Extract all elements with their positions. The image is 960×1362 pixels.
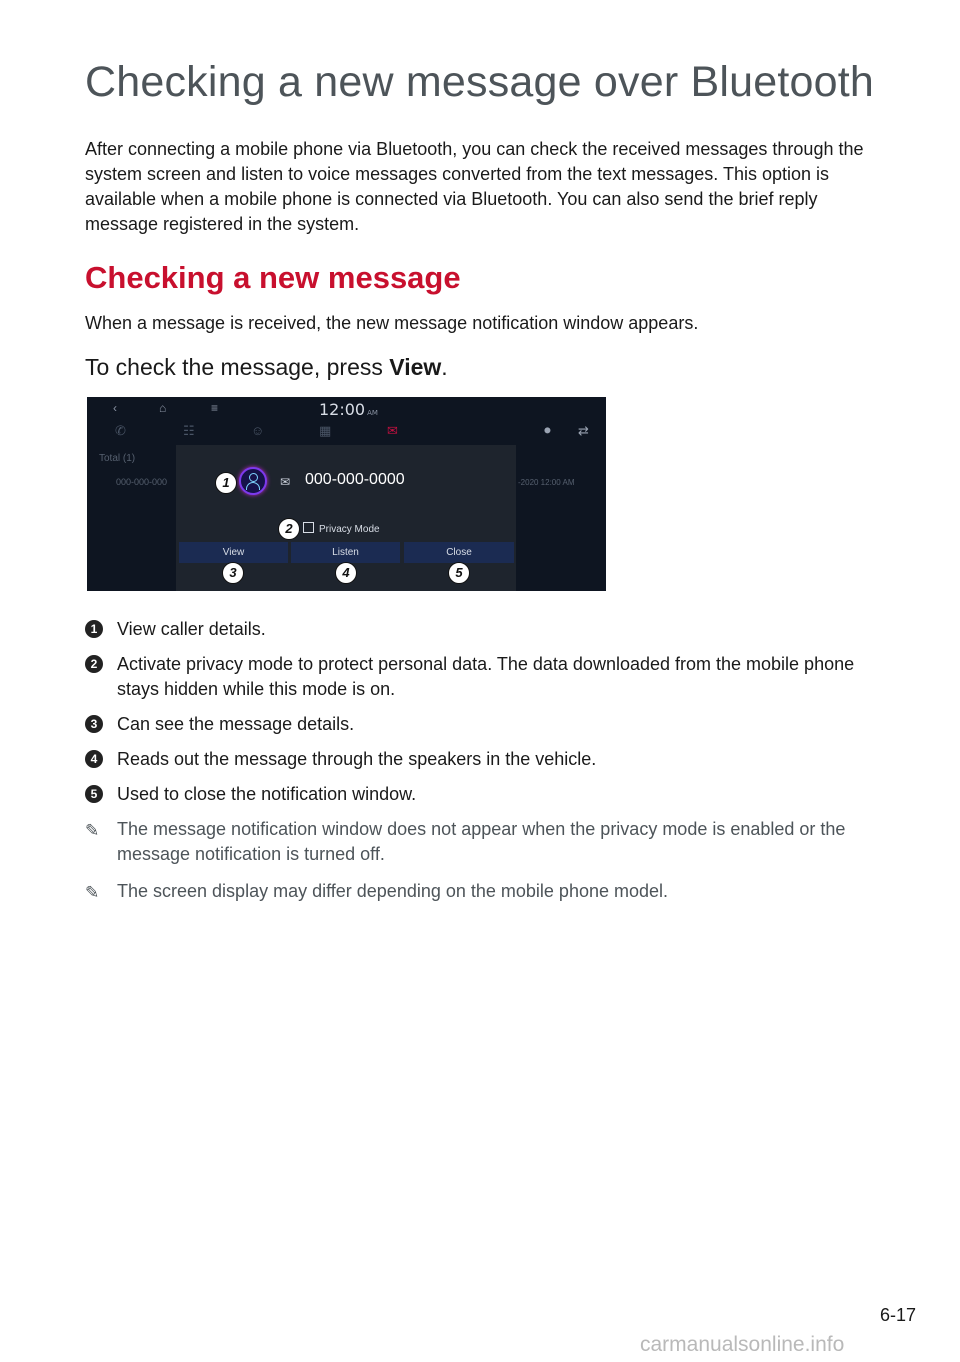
list-item bbox=[85, 747, 885, 772]
background-total: Total (1) bbox=[99, 453, 136, 464]
watermark: carmanualsonline.info bbox=[640, 1333, 845, 1356]
feature-list bbox=[85, 617, 885, 916]
caller-avatar[interactable] bbox=[239, 467, 267, 495]
bluetooth-tab-row bbox=[87, 421, 606, 443]
home-icon[interactable]: ⌂ bbox=[159, 401, 167, 415]
callout-1: 1 bbox=[215, 472, 237, 494]
call-history-icon[interactable]: ✆ bbox=[115, 423, 126, 438]
list-item bbox=[85, 782, 885, 807]
close-button[interactable]: Close bbox=[404, 542, 514, 563]
view-button[interactable]: View bbox=[179, 542, 288, 563]
callout-4: 4 bbox=[335, 562, 357, 584]
pencil-icon: ✎ bbox=[85, 883, 100, 902]
background-date: -2020 12:00 AM bbox=[518, 478, 575, 487]
callout-3: 3 bbox=[222, 562, 244, 584]
note-text: The screen display may differ depending on the mobile phone model. bbox=[117, 881, 669, 901]
message-icon[interactable]: ✉ bbox=[387, 423, 398, 438]
item-text: View caller details. bbox=[117, 619, 266, 639]
item-text: Reads out the message through the speakers in the vehicle. bbox=[117, 749, 597, 769]
step-instruction bbox=[85, 354, 448, 381]
callout-5: 5 bbox=[448, 562, 470, 584]
pencil-icon: ✎ bbox=[85, 821, 100, 840]
privacy-mode-label: Privacy Mode bbox=[319, 524, 380, 535]
item-text: Used to close the notification window. bbox=[117, 784, 417, 804]
note bbox=[85, 817, 885, 867]
intro-paragraph: After connecting a mobile phone via Bluetooth, you can check the received messages through the system screen and listen to voice messages converted from the text messages. This option is available when a mobile phone is connected via Bluetooth. You can also send the brief reply message registered in the system. bbox=[85, 139, 864, 234]
section-title: Checking a new message bbox=[85, 260, 461, 295]
favorites-icon[interactable]: ☷ bbox=[183, 423, 195, 438]
phone-switch-icon[interactable]: ⇄ bbox=[578, 423, 589, 438]
keypad-icon[interactable]: ▦ bbox=[319, 423, 332, 438]
microphone-icon[interactable]: ⚫ bbox=[542, 423, 553, 438]
contacts-icon[interactable]: ☺ bbox=[251, 423, 265, 438]
list-item bbox=[85, 617, 885, 642]
privacy-mode-checkbox[interactable] bbox=[303, 522, 380, 535]
step-bold: View bbox=[389, 354, 442, 380]
item-number: 4 bbox=[85, 750, 103, 768]
listen-button[interactable]: Listen bbox=[291, 542, 400, 563]
menu-icon[interactable]: ≡ bbox=[211, 401, 219, 415]
page-number: 6-17 bbox=[880, 1305, 917, 1325]
item-text: Activate privacy mode to protect personal data. The data downloaded from the mobile phone stays hidden while this mode is on. bbox=[117, 654, 855, 699]
list-item bbox=[85, 652, 885, 702]
clock-ampm: AM bbox=[367, 409, 378, 417]
phone-number: 000-000-0000 bbox=[305, 471, 405, 488]
avatar-body bbox=[246, 482, 260, 490]
envelope-icon: ✉ bbox=[280, 475, 291, 489]
status-bar bbox=[87, 397, 606, 421]
item-number: 2 bbox=[85, 655, 103, 673]
item-number: 3 bbox=[85, 715, 103, 733]
item-number: 5 bbox=[85, 785, 103, 803]
clock-time: 12:00 bbox=[319, 400, 366, 419]
step-suffix: . bbox=[441, 354, 448, 380]
checkbox-icon bbox=[303, 522, 314, 533]
item-number: 1 bbox=[85, 620, 103, 638]
section-description: When a message is received, the new message notification window appears. bbox=[85, 313, 699, 333]
callout-2: 2 bbox=[278, 518, 300, 540]
note-text: The message notification window does not appear when the privacy mode is enabled or the message notification is turned off. bbox=[117, 819, 846, 864]
item-text: Can see the message details. bbox=[117, 714, 355, 734]
background-number: 000-000-000 bbox=[116, 477, 168, 487]
clock bbox=[319, 400, 378, 419]
avatar-head bbox=[249, 473, 258, 482]
page-title: Checking a new message over Bluetooth bbox=[85, 58, 875, 106]
list-item bbox=[85, 712, 885, 737]
note bbox=[85, 879, 885, 904]
step-prefix: To check the message, press bbox=[85, 354, 390, 380]
back-icon[interactable]: ‹ bbox=[113, 401, 117, 415]
